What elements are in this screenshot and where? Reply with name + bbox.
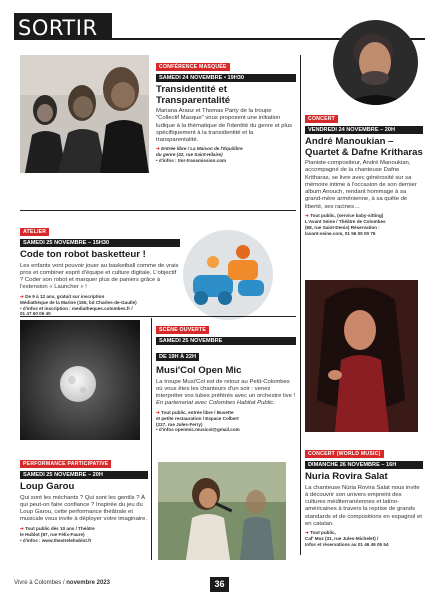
info-line: Entrée libre / La Maison de l'Équilibre <box>161 146 243 152</box>
event-description: La troupe Musi'Col est de retour au Petit-Colombes où vous êtes les chanteurs d'un soir : venez interpréter vos tubes préférés avec un orchestre live ! <box>156 378 296 400</box>
section-title: SORTIR <box>18 16 98 40</box>
info-link[interactable]: • d'infos : tmr-transmission.com <box>156 158 227 164</box>
event-tag: CONCERT <box>305 115 338 123</box>
info-line: Tout public, (service baby-sitting) <box>310 213 384 219</box>
event-partner: En partenariat avec Colombes Habitat Public. <box>156 400 275 407</box>
event-loup-garou <box>20 452 148 543</box>
event-title: Musi'Col Open Mic <box>156 365 242 376</box>
event-tag: CONFÉRENCE MASQUÉE <box>156 63 230 71</box>
event-description: Pianiste-compositeur, André Manoukian, accompagné de la chanteuse Dafne Kritharas, se livre avec générosité sur sa mémoire intime à l'occasion de son dernier album Anouch, rendant hommage à sa grand-mère arménienne, à sa quête de liberté, ses racines… <box>305 160 417 210</box>
info-line: L'Avant Seine / Théâtre de Colombes <box>305 218 386 224</box>
event-date: VENDREDI 24 NOVEMBRE – 20H <box>305 126 423 134</box>
robots-photo <box>183 230 273 320</box>
info-line: Tout public dès 10 ans / Théâtre <box>25 525 95 531</box>
event-info: ➔ Tout public, entrée libre / Buvette et petite restauration / Espace Colbert (227, rue Jules-Ferry) • d'infos openmic.musicol@gmail.com <box>156 409 240 433</box>
event-date: SAMEDI 25 NOVEMBRE – 20H <box>20 471 148 479</box>
info-line: De 9 à 12 ans, gratuit sur inscription <box>25 293 105 299</box>
event-robot <box>20 220 180 317</box>
info-line: (227, rue Jules-Ferry) <box>156 421 203 427</box>
event-description: Mariana Araoz et Thomas Party de la troupe "Collectif Masque" vous proposent une initiation ludique à la thématique de l'identité du genre et plus spécifiquement à la transidentité et la transparentalité. <box>156 108 293 144</box>
info-line: du genre (42, rue Saint-Hilaire) <box>156 152 223 158</box>
nuria-photo <box>305 280 418 432</box>
event-tag: CONCERT (WORLD MUSIC) <box>305 450 384 458</box>
info-line: Tout public, <box>310 530 336 536</box>
column-divider <box>300 55 301 555</box>
event-info: ➔ Tout public, Caf' Muz (31, rue Jules-Michelet) / Infos et réservations au 01 46 49 05 54 <box>305 530 389 548</box>
info-line: (88, rue Saint-Denis) Réservation : <box>305 224 380 230</box>
event-date: SAMEDI 24 NOVEMBRE • 19H30 <box>156 74 296 82</box>
event-manoukian <box>305 107 423 237</box>
row-divider <box>20 316 296 317</box>
singer-photo <box>158 462 286 560</box>
footer: Vivre à Colombes / novembre 2023 <box>14 580 110 586</box>
event-nuria <box>305 442 423 548</box>
info-line: et petite restauration / Espace Colbert <box>156 415 239 421</box>
info-line: Caf' Muz (31, rue Jules-Michelet) / <box>305 536 379 542</box>
info-link[interactable]: • d'infos openmic.musicol@gmail.com <box>156 427 240 433</box>
event-title: Transidentité et Transparentalité <box>156 84 231 106</box>
event-tag: SCÈNE OUVERTE <box>156 326 209 334</box>
manoukian-photo <box>333 20 418 105</box>
event-transidentite <box>156 55 296 164</box>
event-tag: PERFORMANCE PARTICIPATIVE <box>20 460 111 468</box>
event-date: SAMEDI 25 NOVEMBRE <box>156 337 296 345</box>
info-line: 01 47 60 06 40 <box>20 311 51 317</box>
info-line: le Hublot (87, rue Félix-Faure) <box>20 531 85 537</box>
info-link[interactable]: lavant-seine.com, 01 56 05 00 76 <box>305 230 376 236</box>
event-info: ➔ Tout public dès 10 ans / Théâtre le Hublot (87, rue Félix-Faure) • d'infos : www.theatrelehublot.fr <box>20 525 95 543</box>
info-line: Infos et réservations au 01 46 49 05 54 <box>305 542 389 548</box>
info-link[interactable]: • d'infos : www.theatrelehublot.fr <box>20 537 92 543</box>
info-line: Tout public, entrée libre / Buvette <box>161 409 234 415</box>
event-title: André Manoukian – Quartet & Dafne Kritharas <box>305 136 423 158</box>
event-tag: ATELIER <box>20 228 49 236</box>
event-info: ➔ De 9 à 12 ans, gratuit sur inscription Médiathèque de la Marine (155, bd Charles-de-Gaulle) • d'infos et inscription : mediatheques.colombes.fr / 01 47 60 06 40 <box>20 293 137 317</box>
event-date: DIMANCHE 26 NOVEMBRE – 16H <box>305 461 423 469</box>
issue-date: novembre 2023 <box>66 580 110 586</box>
magazine-name: Vivre à Colombes <box>14 580 62 586</box>
event-description: La chanteuse Núria Rovira Salat nous invite à découvrir son univers empreint des cultures méditerranéennes et latino-américaines à travers la reprise de grands standards et de compositions en espagnol et en catalan. <box>305 484 422 527</box>
event-info: ➔ Entrée libre / La Maison de l'Équilibre du genre (42, rue Saint-Hilaire) • d'infos : tmr-transmission.com <box>156 146 243 164</box>
page-number: 36 <box>210 577 229 592</box>
event-description: Qui sont les méchants ? Qui sont les gentils ? À qui peut-on faire confiance ? Inspirée du jeu du Loup Garou, cette performance théâtrale et musicale vous invite à déployer votre imaginaire. <box>20 494 148 523</box>
info-link[interactable]: • d'infos et inscription : mediatheques.colombes.fr / <box>20 305 133 311</box>
event-title: Loup Garou <box>20 481 75 492</box>
event-info: ➔ Tout public, (service baby-sitting) L'Avant Seine / Théâtre de Colombes (88, rue Saint-Denis) Réservation : lavant-seine.com, 01 56 05 00 76 <box>305 213 386 236</box>
section-header <box>14 13 112 40</box>
row-divider <box>20 210 296 211</box>
event-title: Nuria Rovira Salat <box>305 471 388 482</box>
event-description: Les enfants vont pouvoir jouer au basketball comme de vrais pros et combiner esprit d'équipe et culture digitale. L'objectif ? Coder son robot et marquer plus de paniers grâce à l'extension « Launcher » ! <box>20 262 179 291</box>
masked-actors-photo <box>20 55 149 173</box>
column-divider <box>151 318 152 560</box>
event-date: SAMEDI 25 NOVEMBRE – 15H30 <box>20 239 180 247</box>
moon-photo <box>20 320 140 440</box>
info-line: Médiathèque de la Marine (155, bd Charles-de-Gaulle) <box>20 299 137 305</box>
event-musicol <box>156 318 296 433</box>
event-title: Code ton robot basketteur ! <box>20 249 146 260</box>
event-time: DE 19H À 22H <box>156 353 199 361</box>
